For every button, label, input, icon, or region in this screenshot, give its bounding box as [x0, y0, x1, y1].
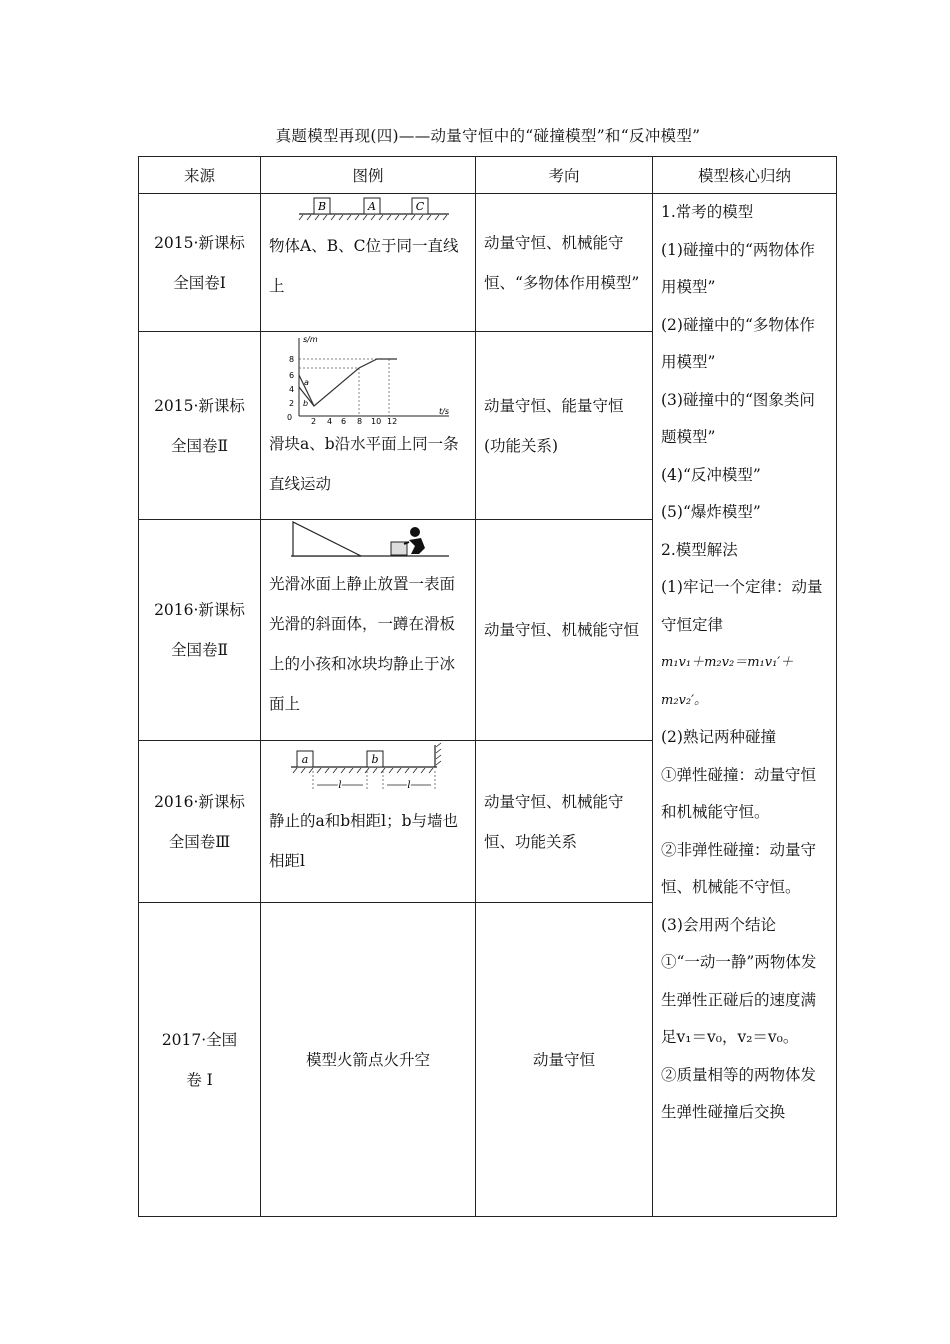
example-cell: [261, 194, 476, 332]
header-source: 来源: [139, 157, 261, 194]
direction-cell: 动量守恒、机械能守恒、功能关系: [476, 741, 653, 903]
block-c-label: C: [415, 200, 425, 213]
block-b-label: b: [371, 753, 379, 766]
page-title: 真题模型再现(四)——动量守恒中的“碰撞模型”和“反冲模型”: [275, 127, 701, 145]
svg-text:0: 0: [287, 413, 293, 422]
figure-st-graph: [269, 332, 468, 424]
source-cell: 2016·新课标 全国卷Ⅲ: [139, 741, 261, 903]
distance-label-1: l: [338, 780, 342, 791]
svg-text:6: 6: [289, 371, 295, 380]
svg-text:2: 2: [311, 417, 317, 424]
x-axis-label: t/s: [439, 407, 449, 416]
direction-cell: 动量守恒、能量守恒(功能关系): [476, 332, 653, 520]
header-direction: 考向: [476, 157, 653, 194]
block-a-label: a: [301, 753, 309, 766]
summary-table: [138, 156, 837, 1217]
example-cell: [261, 741, 476, 903]
svg-text:4: 4: [289, 385, 295, 394]
svg-text:8: 8: [289, 355, 295, 364]
direction-cell: 动量守恒: [476, 903, 653, 1217]
example-cell: [261, 903, 476, 1217]
example-text: 模型火箭点火升空: [305, 1050, 430, 1069]
example-text: 滑块a、b沿水平面上同一条直线运动: [269, 435, 459, 493]
example-text: 静止的a和b相距l；b与墙也相距l: [269, 812, 459, 870]
direction-cell: 动量守恒、机械能守恒、“多物体作用模型”: [476, 194, 653, 332]
figure-ab-wall: [269, 741, 468, 801]
summary-cell: 1.常考的模型 (1)碰撞中的“两物体作用模型” (2)碰撞中的“多物体作用模型” (3)碰撞中的“图象类问题模型” (4)“反冲模型” (5)“爆炸模型” 2.模型解法 (1)牢记一个定律：动量守恒定律 m₁v₁＋m₂v₂＝m₁v₁′＋m₂v₂′。 (2)熟记两种碰撞 ①弹性碰撞：动量守恒和机械能守恒。 ②非弹性碰撞：动量守恒、机械能不守恒。 (3)会用两个结论 ①“一动一静”两物体发生弹性正碰后的速度满足v₁＝v₀，v₂＝v₀。 ②质量相等的两物体发生弹性碰撞后交换: [653, 194, 837, 1217]
curve-a-label: a: [304, 378, 309, 387]
curve-b-label: b: [303, 399, 309, 408]
svg-text:8: 8: [357, 417, 363, 424]
source-cell: 2017·全国 卷 Ⅰ: [139, 903, 261, 1217]
example-cell: [261, 332, 476, 520]
svg-text:6: 6: [341, 417, 347, 424]
header-summary: 模型核心归纳: [653, 157, 837, 194]
example-text: 光滑冰面上静止放置一表面光滑的斜面体，一蹲在滑板上的小孩和冰块均静止于冰面上: [269, 575, 456, 713]
svg-text:10: 10: [371, 417, 382, 424]
direction-cell: 动量守恒、机械能守恒: [476, 520, 653, 741]
example-cell: [261, 520, 476, 741]
source-cell: 2015·新课标 全国卷Ⅱ: [139, 332, 261, 520]
y-axis-label: s/m: [303, 335, 318, 344]
source-cell: 2016·新课标 全国卷Ⅱ: [139, 520, 261, 741]
svg-text:2: 2: [289, 399, 295, 408]
figure-slope-child: [269, 520, 468, 564]
header-figure: 图例: [261, 157, 476, 194]
example-text: 物体A、B、C位于同一直线上: [269, 237, 459, 295]
block-b-label: B: [317, 200, 327, 213]
svg-text:4: 4: [327, 417, 333, 424]
table-row: [139, 194, 837, 332]
block-a-label: A: [368, 200, 376, 213]
distance-label-2: l: [407, 780, 411, 791]
svg-text:12: 12: [387, 417, 398, 424]
table-header-row: [139, 157, 837, 194]
source-cell: 2015·新课标 全国卷Ⅰ: [139, 194, 261, 332]
figure-blocks-abc: [269, 194, 468, 226]
